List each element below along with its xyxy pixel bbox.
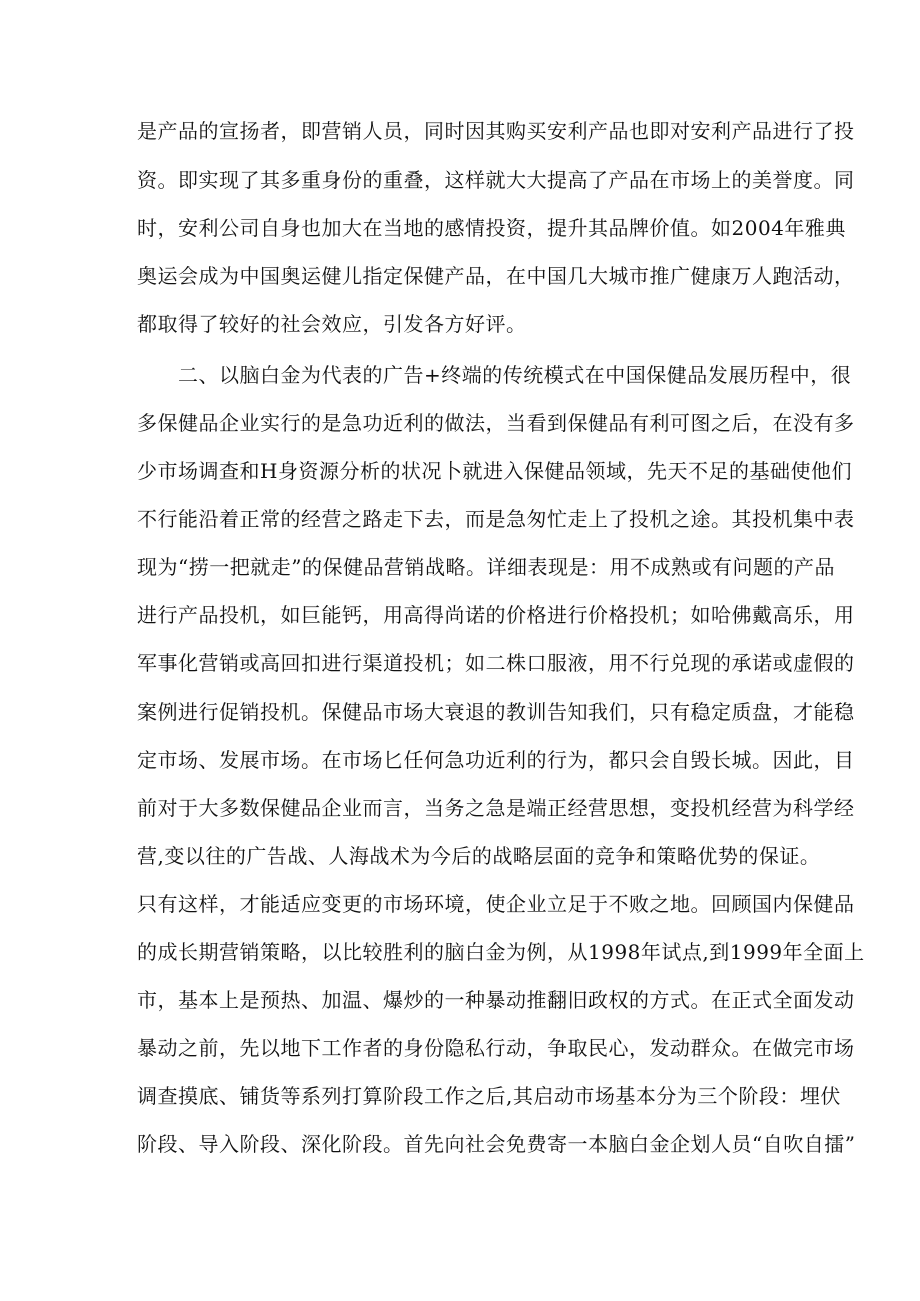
text-line: 多保健品企业实行的是急功近利的做法，当看到保健品有利可图之后，在没有多 — [137, 411, 855, 435]
text-line: 进行产品投机，如巨能钙，用高得尚诺的价格进行价格投机；如哈佛戴高乐，用 — [137, 603, 855, 627]
text-line: 只有这样，才能适应变更的市场环境，使企业立足于不败之地。回顾国内保健品 — [137, 892, 855, 916]
text-line: 营,变以往的广告战、人海战术为今后的战略层面的竞争和策略优势的保证。 — [137, 844, 821, 868]
text-line: 前对于大多数保健品企业而言，当务之急是端正经营思想，变投机经营为科学经 — [137, 796, 855, 820]
text-line: 少市场调查和H身资源分析的状况卜就进入保健品领域，先天不足的基础使他们 — [137, 459, 852, 483]
text-line: 市，基本上是预热、加温、爆炒的一种暴动推翻旧政权的方式。在正式全面发动 — [137, 988, 855, 1012]
text-line: 的成长期营销策略，以比较胜利的脑白金为例，从1998年试点,到1999年全面上 — [137, 940, 865, 964]
text-line: 不行能沿着正常的经营之路走下去，而是急匆忙走上了投机之途。其投机集中表 — [137, 507, 855, 531]
paragraph-heading-line: 二、以脑白金为代表的广告+终端的传统模式在中国保健品发展历程中，很 — [178, 363, 852, 387]
text-line: 现为“捞一把就走”的保健品营销战略。详细表现是：用不成熟或有问题的产品 — [137, 555, 835, 579]
text-line: 时，安利公司自身也加大在当地的感情投资，提升其品牌价值。如2004年雅典 — [137, 216, 846, 240]
text-line: 阶段、导入阶段、深化阶段。首先向社会免费寄一本脑白金企划人员“自吹自擂” — [137, 1132, 856, 1156]
text-line: 暴动之前，先以地下工作者的身份隐私行动，争取民心，发动群众。在做完市场 — [137, 1036, 855, 1060]
text-line: 都取得了较好的社会效应，引发各方好评。 — [137, 312, 527, 336]
text-line: 奥运会成为中国奥运健儿指定保健产品，在中国几大城市推广健康万人跑活动， — [137, 264, 855, 288]
text-line: 案例进行促销投机。保健品市场大衰退的教训告知我们，只有稳定质盘，才能稳 — [137, 700, 855, 724]
text-line: 资。即实现了其多重身份的重叠，这样就大大提高了产品在市场上的美誉度。同 — [137, 168, 855, 192]
text-line: 军事化营销或高回扣进行渠道投机；如二株口服液，用不行兑现的承诺或虚假的 — [137, 651, 855, 675]
text-line: 是产品的宣扬者，即营销人员，同时因其购买安利产品也即对安利产品进行了投 — [137, 119, 855, 143]
text-line: 定市场、发展市场。在市场匕任何急功近利的行为，都只会自毁长城。因此，目 — [137, 748, 855, 772]
text-line: 调查摸底、铺货等系列打算阶段工作之后,其启动市场基本分为三个阶段：埋伏 — [137, 1084, 841, 1108]
